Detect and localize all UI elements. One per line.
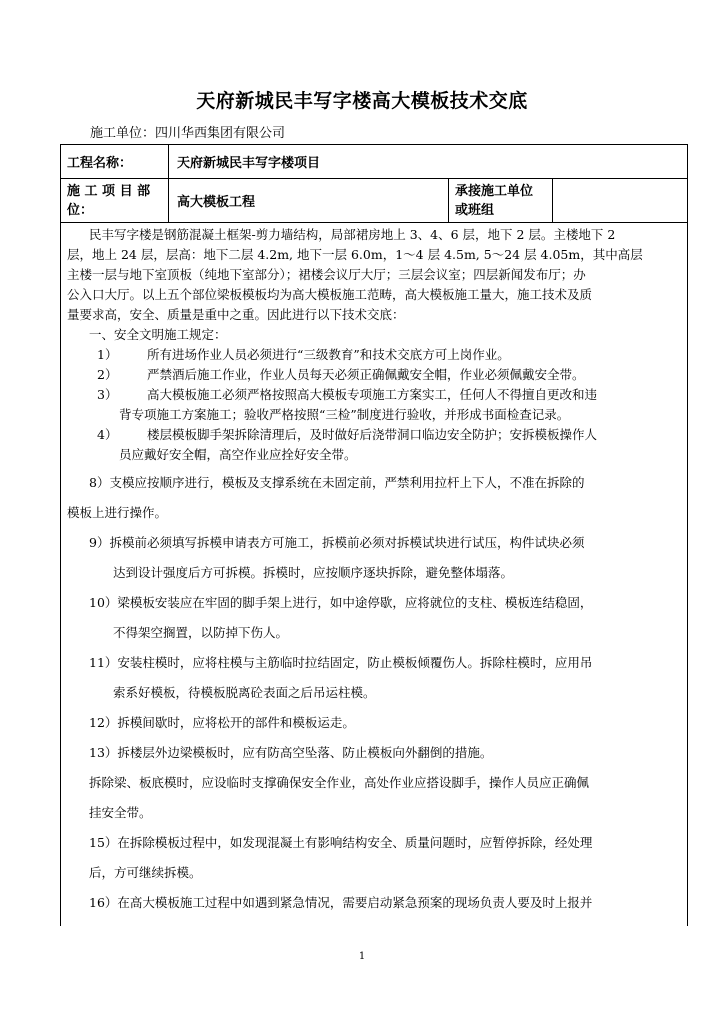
paragraph-line: 11）安装柱模时，应将柱模与主筋临时拉结固定，防止模板倾覆伤人。拆除柱模时，应用吊 [89, 655, 593, 670]
construction-unit: 施工单位：四川华西集团有限公司 [90, 126, 286, 141]
paragraph-line: 10）梁模板安装应在牢固的脚手架上进行，如中途停歇，应将就位的支柱、模板连结稳固， [89, 595, 593, 610]
rule-text: 所有进场作业人员必须进行“三级教育”和技术交底方可上岗作业。 [147, 347, 510, 362]
department-label [61, 179, 169, 222]
project-name-label: 工程名称： [61, 145, 169, 178]
rule-text: 严禁酒后施工作业，作业人员每天必须正确佩戴安全帽，作业必须佩戴安全带。 [147, 367, 585, 382]
paragraph-line: 后，方可继续拆模。 [89, 865, 202, 880]
contractor-label-line1: 承接施工单位 [455, 183, 534, 199]
rule-number: 2） [97, 367, 118, 382]
intro-line: 民丰写字楼是钢筋混凝土框架-剪力墙结构，局部裙房地上 3、4、6 层，地下 2 层。主楼地下 2 [89, 227, 616, 242]
paragraph-line: 拆除梁、板底模时，应设临时支撑确保安全作业，高处作业应搭设脚手，操作人员应正确佩 [89, 775, 590, 790]
paragraph-line: 8）支模应按顺序进行，模板及支撑系统在未固定前，严禁利用拉杆上下人，不准在拆除的 [89, 475, 585, 490]
department-label-line2: 位： [67, 202, 94, 218]
department-label-line1: 施 工 项 目 部 [67, 183, 151, 199]
contractor-value [553, 179, 689, 222]
paragraph-line: 9）拆模前必须填写拆模申请表方可施工，拆模前必须对拆模试块进行试压，构件试块必须 [89, 535, 585, 550]
page-number: 1 [358, 951, 366, 962]
intro-line: 量要求高，安全、质量是重中之重。因此进行以下技术交底： [67, 307, 405, 322]
paragraph-line: 挂安全带。 [89, 805, 152, 820]
paragraph-line: 12）拆模间歇时，应将松开的部件和模板运走。 [89, 715, 355, 730]
paragraph-line: 15）在拆除模板过程中，如发现混凝土有影响结构安全、质量问题时，应暂停拆除，经处理 [89, 835, 593, 850]
section-heading: 一、安全文明施工规定： [89, 327, 227, 342]
paragraph-line: 达到设计强度后方可拆模。拆模时，应按顺序逐块拆除，避免整体塌落。 [113, 565, 514, 580]
paragraph-line: 不得架空搁置，以防掉下伤人。 [113, 625, 289, 640]
paragraph-line: 模板上进行操作。 [67, 505, 168, 520]
rule-text: 背专项施工方案施工；验收严格按照“三检”制度进行验收，并形成书面检查记录。 [119, 407, 570, 422]
rule-number: 1） [97, 347, 118, 362]
department-row [61, 179, 687, 223]
project-row [61, 145, 687, 179]
document-title: 天府新城民丰写字楼高大模板技术交底 [196, 90, 528, 112]
rule-text: 员应戴好安全帽，高空作业应拴好安全带。 [119, 447, 357, 462]
intro-line: 公入口大厅。以上五个部位梁板模板均为高大模板施工范畴，高大模板施工量大，施工技术及质 [67, 287, 593, 302]
handover-table [60, 144, 688, 926]
rule-number: 3） [97, 387, 118, 402]
content-body [61, 223, 687, 926]
paragraph-line: 16）在高大模板施工过程中如遇到紧急情况，需要启动紧急预案的现场负责人要及时上报并 [89, 895, 593, 910]
paragraph-line: 13）拆楼层外边梁模板时，应有防高空坠落、防止模板向外翻倒的措施。 [89, 745, 493, 760]
rule-number: 4） [97, 427, 118, 442]
rule-text: 高大模板施工必须严格按照高大模板专项施工方案实工，任何人不得擅自更改和违 [147, 387, 598, 402]
department-value: 高大模板工程 [169, 179, 449, 222]
rule-text: 楼层模板脚手架拆除清理后，及时做好后浇带洞口临边安全防护；安拆模板操作人 [147, 427, 598, 442]
project-name-value: 天府新城民丰写字楼项目 [177, 156, 321, 171]
contractor-label-line2: 或班组 [455, 202, 495, 218]
intro-line: 主楼一层与地下室顶板（纯地下室部分）；裙楼会议厅大厅；三层会议室；四层新闻发布厅；办 [67, 267, 586, 282]
contractor-label [449, 179, 553, 222]
paragraph-line: 索系好模板，待模板脱离砼表面之后吊运柱模。 [113, 685, 376, 700]
intro-line: 层，地上 24 层，层高：地下二层 4.2m, 地下一层 6.0m，1～4 层 4.5m, 5～24 层 4.05m，其中高层 [67, 247, 643, 262]
